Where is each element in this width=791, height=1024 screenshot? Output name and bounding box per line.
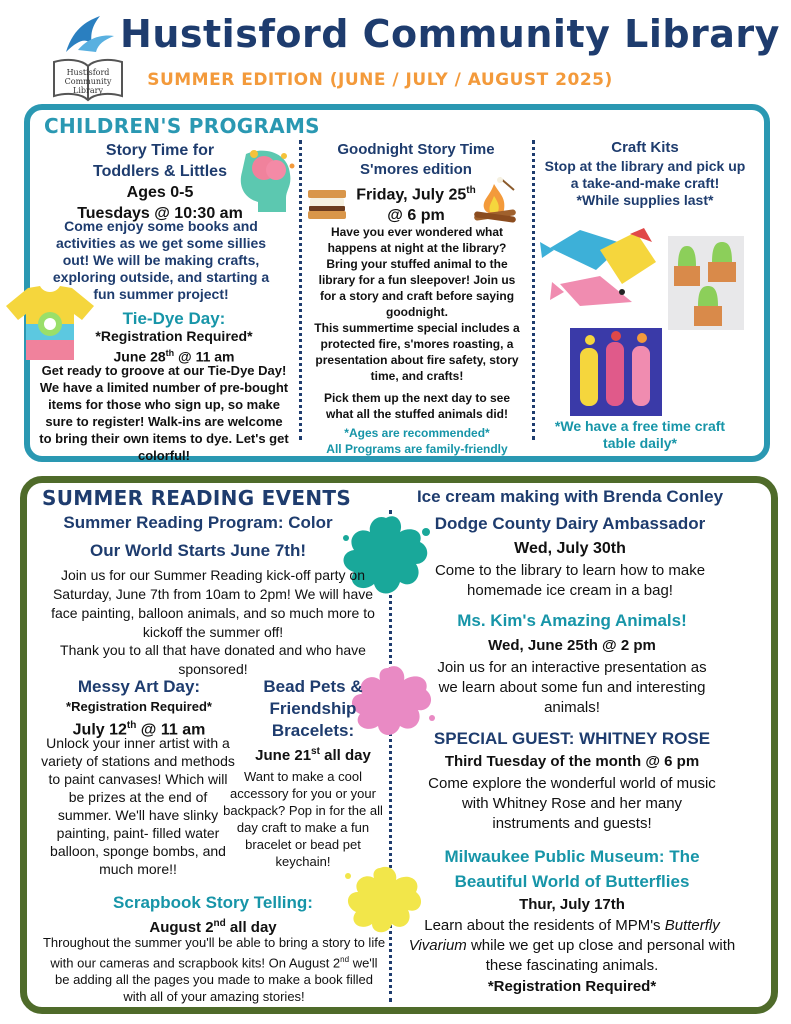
smores-icon	[306, 186, 348, 222]
childrens-programs-heading: CHILDREN'S PROGRAMS	[44, 114, 320, 138]
summer-reading-heading: SUMMER READING EVENTS	[42, 486, 352, 510]
story-time-ages: Ages 0-5	[126, 184, 194, 201]
goodnight-date-text: Friday, July 25	[356, 186, 467, 204]
goodnight-body-3: Pick them up the next day to see what all the stuffed animals did!	[323, 391, 511, 421]
cactus-craft-image	[668, 236, 744, 330]
museum-body-emphasis: Butterfly Vivarium	[408, 917, 720, 954]
campfire-icon	[470, 176, 520, 224]
stick-craft-image	[570, 328, 662, 416]
bead-pets-date-sup: st	[311, 746, 320, 757]
ms-kim-section	[396, 610, 748, 718]
tie-dye-section	[84, 308, 264, 330]
scrapbook-title: Scrapbook Story Telling:	[113, 893, 313, 912]
summer-program-body: Join us for our Summer Reading kick-off party on Saturday, June 7th from 10am to 2pm! We will have face painting, balloon animals, and so much more to kickoff the summer off!	[51, 567, 375, 640]
logo-line-3: Library	[73, 86, 103, 95]
summer-program-title: Summer Reading Program: Color	[63, 513, 333, 532]
bead-pets-section	[238, 676, 388, 766]
ms-kim-body: Join us for an interactive presentation as we learn about some fun and interesting animals!	[437, 659, 707, 716]
messy-art-date-sup: th	[126, 720, 137, 731]
messy-art-section	[34, 676, 244, 740]
page-subtitle: SUMMER EDITION (JUNE / JULY / AUGUST 2025)	[147, 70, 613, 90]
summer-program-thanks: Thank you to all that have donated and who have sponsored!	[60, 642, 366, 677]
museum-body-text-2: while we get up close and personal with these fascinating animals.	[466, 937, 736, 974]
museum-registration: *Registration Required*	[487, 978, 657, 995]
goodnight-time: @ 6 pm	[387, 207, 445, 225]
museum-section	[396, 846, 748, 997]
museum-subtitle: Beautiful World of Butterflies	[454, 872, 690, 891]
bead-pets-time: all day	[319, 747, 371, 764]
tie-dye-date-text: June 28	[113, 348, 166, 365]
ms-kim-date: Wed, June 25th @ 2 pm	[488, 637, 656, 654]
messy-art-time: @ 11 am	[136, 721, 206, 739]
craft-kits-body: Stop at the library and pick up a take-and-make craft!	[544, 158, 746, 191]
goodnight-date-sup: th	[466, 185, 476, 196]
ms-kim-title: Ms. Kim's Amazing Animals!	[457, 611, 687, 630]
scrapbook-section	[40, 892, 386, 938]
craft-kits-note: *While supplies last*	[576, 192, 714, 208]
head-brain-icon	[236, 146, 298, 216]
family-friendly-note: All Programs are family-friendly	[326, 442, 508, 456]
messy-art-date-text: July 12	[72, 721, 127, 739]
museum-body	[396, 916, 748, 976]
library-logo	[48, 12, 128, 104]
goodnight-title: Goodnight Story Time	[337, 141, 495, 158]
scrapbook-body	[42, 934, 386, 1005]
story-time-section	[60, 140, 260, 224]
museum-body-text: Learn about the residents of MPM's	[424, 917, 665, 934]
tie-dye-registration: *Registration Required*	[95, 328, 253, 344]
whitney-rose-date: Third Tuesday of the month @ 6 pm	[444, 753, 700, 770]
scrapbook-body-text-2: we'll be adding all the pages you made to make a book filled with all of your amazing stories!	[55, 955, 378, 1005]
craft-kits-title: Craft Kits	[611, 139, 679, 156]
goodnight-body-1: Have you ever wondered what happens at night at the library? Bring your stuffed animal to the library for a fun sleepover! Join us for a story and craft before saying goodnight.	[318, 225, 516, 319]
tie-dye-details	[60, 328, 288, 366]
messy-art-title: Messy Art Day:	[77, 677, 201, 696]
story-time-title-2: Toddlers & Littles	[93, 163, 227, 180]
bead-pets-title: Bead Pets &	[263, 677, 363, 696]
paper-fish-craft-image	[540, 222, 660, 320]
ice-cream-section	[384, 486, 756, 601]
summer-program-title-2: Our World Starts June 7th!	[90, 541, 306, 560]
scrapbook-date-sup: nd	[213, 918, 226, 929]
column-divider	[532, 140, 535, 440]
summer-program-section	[40, 512, 356, 534]
museum-date: Thur, July 17th	[519, 896, 625, 913]
story-time-body: Come enjoy some books and activities as we get some sillies out! We will be making crafts, exploring outside, and starting a fun summer project!	[52, 218, 270, 302]
tie-dye-date-sup: th	[165, 348, 175, 358]
story-time-when: Tuesdays @ 10:30 am	[77, 205, 243, 222]
logo-line-1: Hustisford	[66, 68, 110, 77]
story-time-title: Story Time for	[105, 142, 215, 159]
bead-pets-date	[238, 742, 388, 766]
ages-note: *Ages are recommended*	[344, 426, 490, 440]
ice-cream-body: Come to the library to learn how to make homemade ice cream in a bag!	[434, 562, 706, 599]
messy-art-registration: *Registration Required*	[66, 699, 212, 714]
bead-pets-title-2: Friendship	[269, 699, 357, 718]
museum-title: Milwaukee Public Museum: The	[444, 847, 700, 866]
craft-kits-section	[540, 138, 750, 209]
ice-cream-subtitle: Dodge County Dairy Ambassador	[434, 514, 706, 533]
whitney-rose-section	[396, 728, 748, 834]
summer-program-title-block	[40, 540, 356, 562]
logo-line-2: Community	[64, 77, 112, 86]
scrapbook-body-sup: nd	[340, 955, 350, 964]
craft-table-note: *We have a free time craft table daily*	[554, 418, 726, 451]
page-title: Hustisford Community Library	[120, 12, 780, 56]
messy-art-body: Unlock your inner artist with a variety of stations and methods to paint canvases! Which will be prizes at the end of summer. We'll have slinky painting, paint- filled water balloon, sponge bombs, and much more!!	[41, 735, 235, 877]
whitney-rose-title: SPECIAL GUEST: WHITNEY ROSE	[433, 729, 711, 748]
whitney-rose-body: Come explore the wonderful world of music with Whitney Rose and her many instruments and guests!	[428, 775, 716, 832]
ice-cream-title: Ice cream making with Brenda Conley	[416, 487, 724, 506]
column-divider	[299, 140, 302, 440]
tie-dye-body: Get ready to groove at our Tie-Dye Day! We have a limited number of pre-bought items for those who sign up, so make sure to register! Walk-ins are welcome to bring their own items to dye. Let's get colorful!	[39, 363, 289, 463]
goodnight-body-2: This summertime special includes a protected fire, s'mores roasting, a presentation about fire safety, story time, and crafts!	[314, 321, 520, 383]
scrapbook-time: all day	[225, 919, 277, 936]
bead-pets-body: Want to make a cool accessory for you or your backpack? Pop in for the all day craft to make a fun bracelet or bead pet keychain!	[223, 769, 383, 869]
scrapbook-date-text: August 2	[149, 919, 214, 936]
bead-pets-date-text: June 21	[255, 747, 312, 764]
tie-dye-title: Tie-Dye Day:	[122, 309, 226, 328]
tie-dye-time: @ 11 am	[174, 348, 235, 365]
goodnight-subtitle: S'mores edition	[360, 161, 472, 178]
bead-pets-title-3: Bracelets:	[271, 721, 355, 740]
scrapbook-body-text: Throughout the summer you'll be able to bring a story to life with our cameras and scrapbook kits! On August 2	[42, 935, 386, 971]
ice-cream-date: Wed, July 30th	[514, 540, 626, 557]
